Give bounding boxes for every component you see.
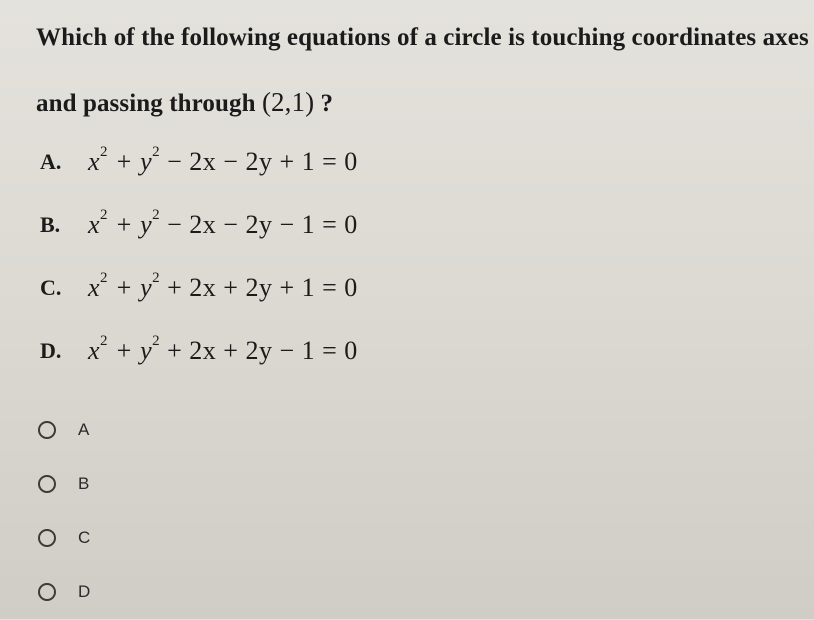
- option-letter: D.: [40, 337, 62, 363]
- choice-a[interactable]: [38, 404, 338, 456]
- option-equation: $x^2 + y^2 + 2x + 2y + 1 = 0$: [88, 269, 358, 302]
- option-a: [40, 130, 540, 193]
- radio-button-d[interactable]: [38, 583, 56, 601]
- choice-label-c: C: [78, 528, 91, 547]
- choice-label-a: A: [78, 420, 90, 439]
- option-letter: B.: [40, 211, 61, 237]
- radio-choices: [38, 404, 338, 620]
- question-text: [36, 6, 809, 136]
- choice-b[interactable]: [38, 458, 338, 510]
- question-line-2: [36, 70, 806, 136]
- answer-options: [40, 130, 540, 382]
- option-equation: $x^2 + y^2 - 2x - 2y - 1 = 0$: [88, 206, 358, 239]
- option-letter: A.: [40, 148, 62, 174]
- option-b: [40, 193, 540, 256]
- option-equation: $x^2 + y^2 - 2x - 2y + 1 = 0$: [88, 143, 358, 176]
- radio-button-b[interactable]: [38, 475, 56, 493]
- option-letter: C.: [40, 274, 62, 300]
- question-point: (2,1): [261, 87, 315, 117]
- radio-button-a[interactable]: [38, 421, 56, 439]
- question-line-2-prefix: and passing through: [36, 90, 262, 117]
- question-mark: ?: [320, 90, 334, 117]
- choice-label-b: B: [78, 474, 90, 493]
- option-c: [40, 256, 540, 319]
- choice-label-d: D: [78, 582, 91, 601]
- choice-d[interactable]: [38, 566, 338, 618]
- option-equation: $x^2 + y^2 + 2x + 2y - 1 = 0$: [88, 332, 358, 365]
- radio-button-c[interactable]: [38, 529, 56, 547]
- choice-c[interactable]: [38, 512, 338, 564]
- question-line-1: Which of the following equations of a circle is touching coordinates axes: [36, 24, 809, 51]
- option-d: [40, 319, 540, 382]
